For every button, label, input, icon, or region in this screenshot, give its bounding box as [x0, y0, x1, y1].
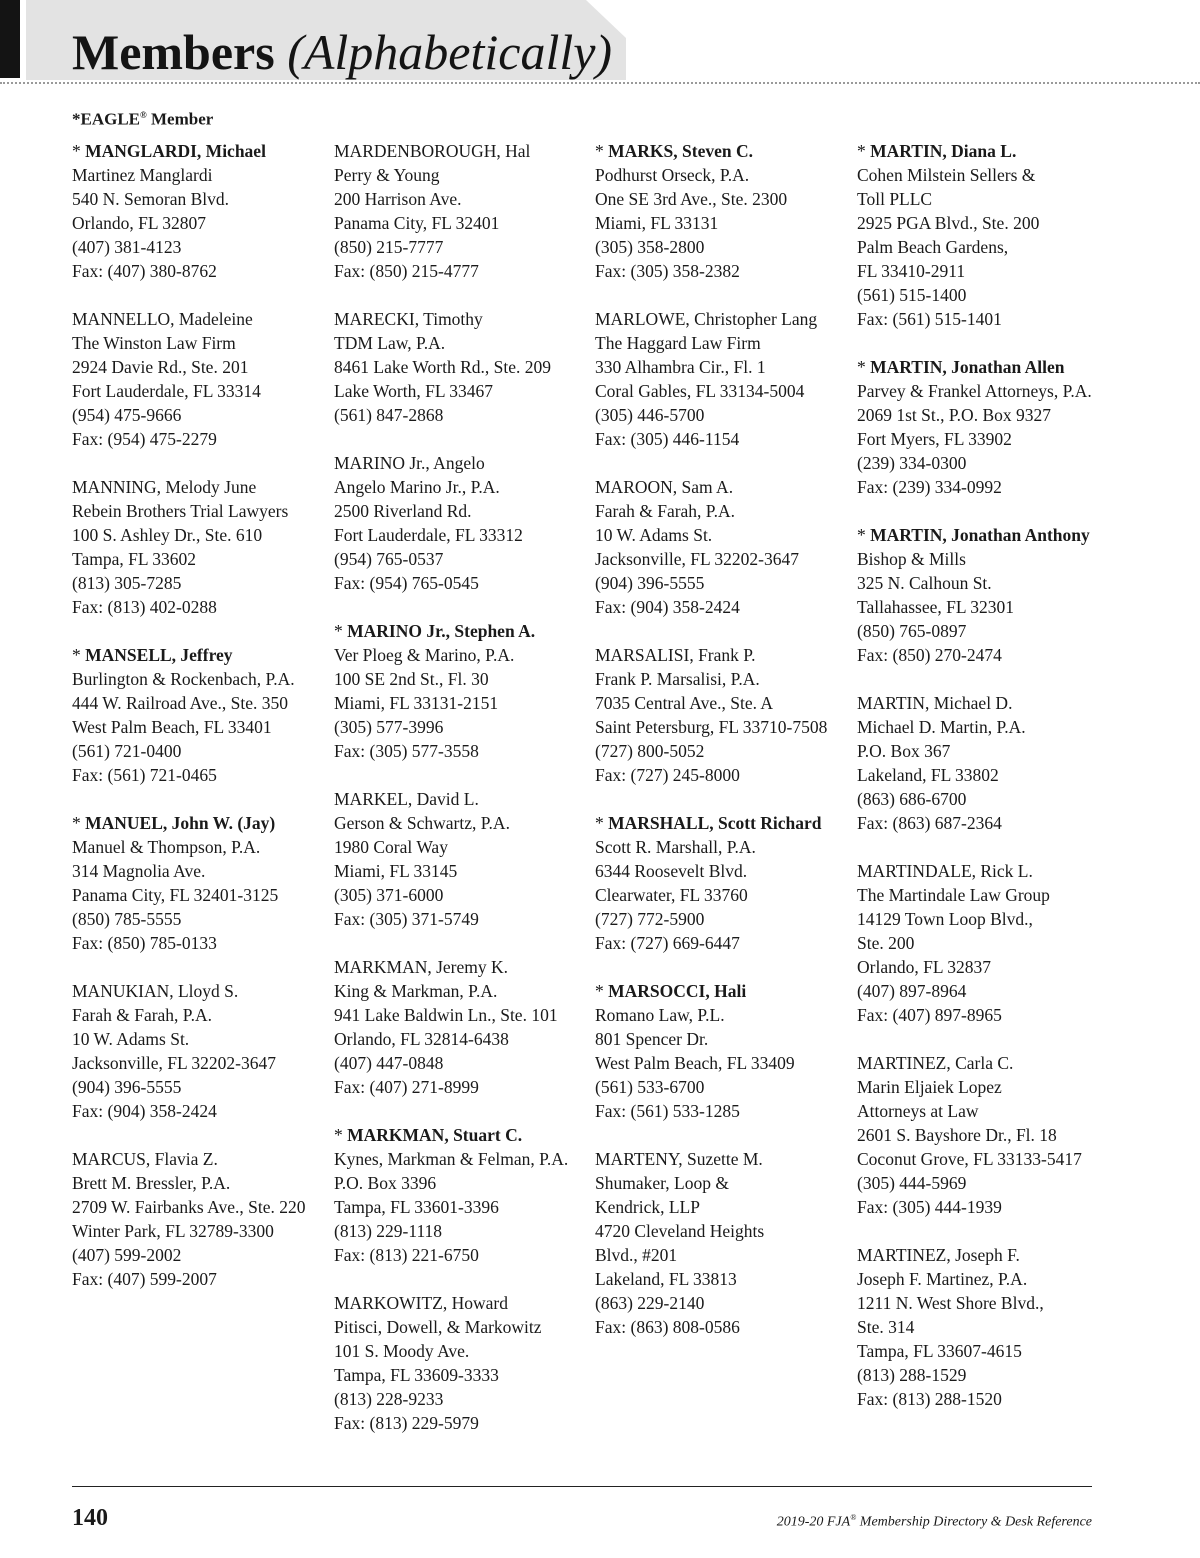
member-detail-line: (813) 288-1529	[857, 1365, 967, 1385]
member-name	[595, 139, 847, 163]
member-entry	[72, 475, 324, 619]
member-entry	[595, 979, 847, 1123]
member-detail-line: 100 S. Ashley Dr., Ste. 610	[72, 525, 263, 545]
member-detail-line: Panama City, FL 32401	[334, 213, 500, 233]
member-name	[595, 643, 847, 667]
member-detail-line: Fax: (850) 215-4777	[334, 261, 479, 281]
member-detail-line: Saint Petersburg, FL 33710-7508	[595, 717, 828, 737]
member-detail-line: 7035 Central Ave., Ste. A	[595, 693, 774, 713]
member-detail-line: Kendrick, LLP	[595, 1197, 700, 1217]
member-entry	[334, 139, 586, 283]
member-detail-line: Palm Beach Gardens,	[857, 237, 1009, 257]
member-detail-line: Frank P. Marsalisi, P.A.	[595, 669, 760, 689]
member-detail-line: (305) 444-5969	[857, 1173, 967, 1193]
member-detail-line: Romano Law, P.L.	[595, 1005, 725, 1025]
member-detail-line: Fax: (850) 270-2474	[857, 645, 1002, 665]
eagle-marker: *	[595, 141, 609, 161]
legend-suffix: Member	[146, 109, 214, 129]
member-detail-line: Orlando, FL 32837	[857, 957, 991, 977]
member-detail-line: 10 W. Adams St.	[72, 1029, 190, 1049]
member-entry	[595, 307, 847, 451]
member-name	[72, 643, 324, 667]
footer-divider	[72, 1486, 1092, 1487]
member-detail-line: Fax: (561) 515-1401	[857, 309, 1002, 329]
member-detail-line: P.O. Box 367	[857, 741, 951, 761]
member-detail-line: Jacksonville, FL 32202-3647	[595, 549, 799, 569]
member-entry	[72, 643, 324, 787]
legend-prefix: *EAGLE	[72, 109, 141, 129]
member-detail-line: Clearwater, FL 33760	[595, 885, 748, 905]
member-detail-line: Farah & Farah, P.A.	[72, 1005, 212, 1025]
member-name	[595, 1147, 847, 1171]
member-detail-line: (561) 515-1400	[857, 285, 967, 305]
member-detail-line: The Martindale Law Group	[857, 885, 1050, 905]
eagle-marker: *	[334, 1125, 348, 1145]
member-name-text: MARTINDALE, Rick L.	[857, 861, 1033, 881]
member-detail-line: Michael D. Martin, P.A.	[857, 717, 1026, 737]
member-detail-line: (407) 599-2002	[72, 1245, 182, 1265]
member-detail-line: Fax: (239) 334-0992	[857, 477, 1002, 497]
member-detail-line: Attorneys at Law	[857, 1101, 979, 1121]
member-name-text: MARTIN, Diana L.	[870, 141, 1017, 161]
member-detail-line: Fax: (954) 765-0545	[334, 573, 479, 593]
member-detail-line: Fort Myers, FL 33902	[857, 429, 1012, 449]
member-detail-line: Podhurst Orseck, P.A.	[595, 165, 750, 185]
member-name	[334, 307, 586, 331]
member-name	[595, 811, 847, 835]
member-detail-line: 2925 PGA Blvd., Ste. 200	[857, 213, 1040, 233]
member-entry	[72, 979, 324, 1123]
member-name-text: MARINO Jr., Stephen A.	[347, 621, 536, 641]
member-detail-line: Lakeland, FL 33813	[595, 1269, 737, 1289]
member-name	[72, 811, 324, 835]
member-name	[72, 475, 324, 499]
directory-column-1	[72, 139, 324, 1315]
member-detail-line: Fax: (407) 380-8762	[72, 261, 217, 281]
member-detail-line: Blvd., #201	[595, 1245, 678, 1265]
member-detail-line: West Palm Beach, FL 33409	[595, 1053, 795, 1073]
member-detail-line: Fax: (813) 229-5979	[334, 1413, 479, 1433]
member-detail-line: (407) 897-8964	[857, 981, 967, 1001]
member-entry	[595, 475, 847, 619]
member-name-text: MARINO Jr., Angelo	[334, 453, 485, 473]
member-entry	[857, 859, 1109, 1027]
member-detail-line: (407) 381-4123	[72, 237, 182, 257]
member-entry	[857, 691, 1109, 835]
member-name-text: MARTENY, Suzette M.	[595, 1149, 763, 1169]
member-name-text: MARTIN, Michael D.	[857, 693, 1013, 713]
eagle-marker: *	[334, 621, 348, 641]
member-detail-line: Rebein Brothers Trial Lawyers	[72, 501, 289, 521]
eagle-marker: *	[72, 813, 86, 833]
member-detail-line: Farah & Farah, P.A.	[595, 501, 735, 521]
member-detail-line: Orlando, FL 32807	[72, 213, 206, 233]
member-detail-line: Fax: (407) 897-8965	[857, 1005, 1002, 1025]
member-name-text: MARCUS, Flavia Z.	[72, 1149, 218, 1169]
member-detail-line: Fax: (954) 475-2279	[72, 429, 217, 449]
directory-column-3	[595, 139, 847, 1363]
member-detail-line: Fax: (561) 533-1285	[595, 1101, 740, 1121]
member-detail-line: Joseph F. Martinez, P.A.	[857, 1269, 1028, 1289]
directory-column-2	[334, 139, 586, 1459]
member-detail-line: 200 Harrison Ave.	[334, 189, 462, 209]
member-entry	[334, 787, 586, 931]
publication-footer	[777, 1508, 1092, 1533]
member-detail-line: Miami, FL 33131	[595, 213, 719, 233]
member-name-text: MARKMAN, Jeremy K.	[334, 957, 509, 977]
page-number: 140	[72, 1505, 108, 1531]
member-detail-line: 540 N. Semoran Blvd.	[72, 189, 230, 209]
header-black-tab	[0, 0, 20, 78]
member-detail-line: (813) 229-1118	[334, 1221, 443, 1241]
member-name	[334, 955, 586, 979]
member-detail-line: Tampa, FL 33602	[72, 549, 197, 569]
member-name-text: MARKOWITZ, Howard	[334, 1293, 508, 1313]
member-entry	[857, 355, 1109, 499]
member-name	[72, 139, 324, 163]
member-detail-line: Fax: (813) 221-6750	[334, 1245, 479, 1265]
member-name	[595, 307, 847, 331]
member-detail-line: 444 W. Railroad Ave., Ste. 350	[72, 693, 288, 713]
page-title-italic: (Alphabetically)	[287, 24, 613, 80]
member-detail-line: (407) 447-0848	[334, 1053, 444, 1073]
member-detail-line: (813) 305-7285	[72, 573, 182, 593]
eagle-marker: *	[857, 357, 871, 377]
member-detail-line: Shumaker, Loop &	[595, 1173, 729, 1193]
member-detail-line: Fax: (305) 446-1154	[595, 429, 740, 449]
member-detail-line: Fax: (727) 245-8000	[595, 765, 740, 785]
member-detail-line: 101 S. Moody Ave.	[334, 1341, 470, 1361]
member-name	[857, 523, 1109, 547]
member-detail-line: 2924 Davie Rd., Ste. 201	[72, 357, 249, 377]
member-detail-line: Fax: (305) 371-5749	[334, 909, 479, 929]
eagle-marker: *	[595, 813, 609, 833]
member-detail-line: The Winston Law Firm	[72, 333, 236, 353]
member-detail-line: Toll PLLC	[857, 189, 933, 209]
member-entry	[334, 1123, 586, 1267]
member-detail-line: Fax: (305) 444-1939	[857, 1197, 1002, 1217]
member-entry	[334, 955, 586, 1099]
member-detail-line: Ste. 200	[857, 933, 915, 953]
member-entry	[857, 139, 1109, 331]
member-detail-line: TDM Law, P.A.	[334, 333, 446, 353]
member-detail-line: Marin Eljaiek Lopez	[857, 1077, 1002, 1097]
member-detail-line: Fax: (305) 358-2382	[595, 261, 740, 281]
member-name	[334, 1123, 586, 1147]
member-name-text: MANGLARDI, Michael	[85, 141, 266, 161]
member-detail-line: (850) 765-0897	[857, 621, 967, 641]
eagle-member-legend	[72, 104, 213, 131]
member-detail-line: 2069 1st St., P.O. Box 9327	[857, 405, 1051, 425]
member-detail-line: 325 N. Calhoun St.	[857, 573, 992, 593]
publication-registered-mark: ®	[850, 1513, 857, 1522]
member-detail-line: (561) 533-6700	[595, 1077, 705, 1097]
member-entry	[334, 619, 586, 763]
member-detail-line: Scott R. Marshall, P.A.	[595, 837, 756, 857]
member-detail-line: Fax: (407) 271-8999	[334, 1077, 479, 1097]
member-entry	[72, 1147, 324, 1291]
member-name-text: MARKEL, David L.	[334, 789, 479, 809]
member-detail-line: (904) 396-5555	[595, 573, 705, 593]
member-detail-line: West Palm Beach, FL 33401	[72, 717, 272, 737]
legend-registered-mark: ®	[140, 110, 147, 120]
member-name-text: MARLOWE, Christopher Lang	[595, 309, 818, 329]
member-detail-line: Coral Gables, FL 33134-5004	[595, 381, 805, 401]
member-name	[334, 139, 586, 163]
member-detail-line: 314 Magnolia Ave.	[72, 861, 206, 881]
member-detail-line: (305) 577-3996	[334, 717, 444, 737]
member-entry	[595, 811, 847, 955]
member-name	[334, 619, 586, 643]
member-detail-line: Burlington & Rockenbach, P.A.	[72, 669, 295, 689]
member-name-text: MANNING, Melody June	[72, 477, 257, 497]
member-detail-line: (239) 334-0300	[857, 453, 967, 473]
member-name-text: MANUKIAN, Lloyd S.	[72, 981, 239, 1001]
member-entry	[334, 1291, 586, 1435]
eagle-marker: *	[72, 645, 86, 665]
member-name-text: MARKMAN, Stuart C.	[347, 1125, 523, 1145]
member-detail-line: (727) 800-5052	[595, 741, 705, 761]
member-detail-line: (904) 396-5555	[72, 1077, 182, 1097]
member-name	[72, 307, 324, 331]
member-name-text: MARTIN, Jonathan Anthony	[870, 525, 1090, 545]
member-name-text: MARDENBOROUGH, Hal	[334, 141, 531, 161]
member-detail-line: 941 Lake Baldwin Ln., Ste. 101	[334, 1005, 558, 1025]
eagle-marker: *	[857, 525, 871, 545]
member-detail-line: 2500 Riverland Rd.	[334, 501, 472, 521]
page-title-bold: Members	[72, 24, 275, 80]
member-detail-line: 4720 Cleveland Heights	[595, 1221, 765, 1241]
member-name	[857, 1051, 1109, 1075]
member-name-text: MARTINEZ, Carla C.	[857, 1053, 1014, 1073]
member-detail-line: Perry & Young	[334, 165, 440, 185]
member-detail-line: Martinez Manglardi	[72, 165, 213, 185]
member-name	[595, 979, 847, 1003]
member-detail-line: Fax: (904) 358-2424	[72, 1101, 217, 1121]
member-detail-line: Fax: (561) 721-0465	[72, 765, 217, 785]
member-name-text: MARTINEZ, Joseph F.	[857, 1245, 1020, 1265]
directory-column-4	[857, 139, 1109, 1435]
member-name-text: MARSOCCI, Hali	[608, 981, 747, 1001]
eagle-marker: *	[72, 141, 86, 161]
member-detail-line: Miami, FL 33131-2151	[334, 693, 499, 713]
page-title	[72, 22, 612, 82]
member-detail-line: Miami, FL 33145	[334, 861, 458, 881]
member-name-text: MAROON, Sam A.	[595, 477, 734, 497]
member-detail-line: King & Markman, P.A.	[334, 981, 498, 1001]
member-name	[857, 859, 1109, 883]
member-detail-line: Parvey & Frankel Attorneys, P.A.	[857, 381, 1092, 401]
member-detail-line: Tampa, FL 33601-3396	[334, 1197, 499, 1217]
member-name-text: MANSELL, Jeffrey	[85, 645, 233, 665]
member-detail-line: Cohen Milstein Sellers &	[857, 165, 1036, 185]
member-detail-line: One SE 3rd Ave., Ste. 2300	[595, 189, 788, 209]
member-entry	[857, 1051, 1109, 1219]
member-detail-line: 330 Alhambra Cir., Fl. 1	[595, 357, 766, 377]
member-detail-line: Lake Worth, FL 33467	[334, 381, 493, 401]
member-detail-line: Fax: (305) 577-3558	[334, 741, 479, 761]
member-detail-line: The Haggard Law Firm	[595, 333, 761, 353]
member-detail-line: 8461 Lake Worth Rd., Ste. 209	[334, 357, 551, 377]
member-name-text: MARECKI, Timothy	[334, 309, 483, 329]
member-detail-line: Pitisci, Dowell, & Markowitz	[334, 1317, 542, 1337]
member-detail-line: Tampa, FL 33607-4615	[857, 1341, 1022, 1361]
member-detail-line: Gerson & Schwartz, P.A.	[334, 813, 510, 833]
header-divider	[0, 82, 1200, 84]
member-detail-line: Kynes, Markman & Felman, P.A.	[334, 1149, 569, 1169]
member-name	[857, 355, 1109, 379]
member-entry	[72, 139, 324, 283]
member-detail-line: (305) 371-6000	[334, 885, 444, 905]
publication-title: 2019-20 FJA	[776, 1514, 851, 1530]
member-entry	[72, 307, 324, 451]
member-entry	[72, 811, 324, 955]
eagle-marker: *	[857, 141, 871, 161]
member-name	[857, 139, 1109, 163]
member-detail-line: Jacksonville, FL 32202-3647	[72, 1053, 276, 1073]
member-name	[334, 1291, 586, 1315]
member-detail-line: Fax: (863) 687-2364	[857, 813, 1002, 833]
member-name-text: MARSHALL, Scott Richard	[608, 813, 822, 833]
member-detail-line: Fort Lauderdale, FL 33312	[334, 525, 523, 545]
member-detail-line: (561) 721-0400	[72, 741, 182, 761]
member-detail-line: Fax: (904) 358-2424	[595, 597, 740, 617]
member-detail-line: (305) 358-2800	[595, 237, 705, 257]
member-detail-line: Fort Lauderdale, FL 33314	[72, 381, 261, 401]
member-entry	[857, 1243, 1109, 1411]
member-name-text: MANUEL, John W. (Jay)	[85, 813, 276, 833]
member-detail-line: (305) 446-5700	[595, 405, 705, 425]
member-entry	[857, 523, 1109, 667]
member-name-text: MARKS, Steven C.	[608, 141, 753, 161]
member-detail-line: (954) 765-0537	[334, 549, 444, 569]
member-detail-line: Fax: (813) 288-1520	[857, 1389, 1002, 1409]
member-entry	[334, 307, 586, 427]
member-detail-line: Brett M. Bressler, P.A.	[72, 1173, 231, 1193]
member-detail-line: (561) 847-2868	[334, 405, 444, 425]
member-name	[72, 979, 324, 1003]
member-detail-line: 14129 Town Loop Blvd.,	[857, 909, 1033, 929]
member-detail-line: Fax: (850) 785-0133	[72, 933, 217, 953]
member-name-text: MANNELLO, Madeleine	[72, 309, 253, 329]
member-detail-line: Ver Ploeg & Marino, P.A.	[334, 645, 515, 665]
member-name	[857, 1243, 1109, 1267]
member-detail-line: Angelo Marino Jr., P.A.	[334, 477, 500, 497]
member-detail-line: 1211 N. West Shore Blvd.,	[857, 1293, 1044, 1313]
member-detail-line: (850) 785-5555	[72, 909, 182, 929]
member-detail-line: Coconut Grove, FL 33133-5417	[857, 1149, 1082, 1169]
member-detail-line: Tampa, FL 33609-3333	[334, 1365, 499, 1385]
member-name	[72, 1147, 324, 1171]
member-detail-line: (850) 215-7777	[334, 237, 444, 257]
member-detail-line: 6344 Roosevelt Blvd.	[595, 861, 748, 881]
eagle-marker: *	[595, 981, 609, 1001]
member-detail-line: (813) 228-9233	[334, 1389, 444, 1409]
member-detail-line: FL 33410-2911	[857, 261, 966, 281]
member-detail-line: Fax: (863) 808-0586	[595, 1317, 740, 1337]
member-detail-line: (727) 772-5900	[595, 909, 705, 929]
member-detail-line: Orlando, FL 32814-6438	[334, 1029, 509, 1049]
member-detail-line: 801 Spencer Dr.	[595, 1029, 709, 1049]
member-detail-line: P.O. Box 3396	[334, 1173, 437, 1193]
member-detail-line: 2601 S. Bayshore Dr., Fl. 18	[857, 1125, 1057, 1145]
member-name-text: MARTIN, Jonathan Allen	[870, 357, 1065, 377]
member-detail-line: Manuel & Thompson, P.A.	[72, 837, 261, 857]
member-detail-line: (863) 686-6700	[857, 789, 967, 809]
member-name	[857, 691, 1109, 715]
member-name	[334, 451, 586, 475]
member-detail-line: 100 SE 2nd St., Fl. 30	[334, 669, 489, 689]
member-detail-line: Fax: (813) 402-0288	[72, 597, 217, 617]
member-detail-line: Winter Park, FL 32789-3300	[72, 1221, 274, 1241]
member-detail-line: 2709 W. Fairbanks Ave., Ste. 220	[72, 1197, 306, 1217]
member-detail-line: 1980 Coral Way	[334, 837, 448, 857]
member-entry	[595, 139, 847, 283]
member-detail-line: Tallahassee, FL 32301	[857, 597, 1015, 617]
member-entry	[595, 643, 847, 787]
member-detail-line: 10 W. Adams St.	[595, 525, 713, 545]
member-detail-line: Ste. 314	[857, 1317, 915, 1337]
publication-subtitle: Membership Directory & Desk Reference	[856, 1514, 1092, 1530]
member-name	[334, 787, 586, 811]
member-detail-line: Lakeland, FL 33802	[857, 765, 999, 785]
member-name-text: MARSALISI, Frank P.	[595, 645, 756, 665]
member-detail-line: Bishop & Mills	[857, 549, 966, 569]
member-detail-line: Fax: (407) 599-2007	[72, 1269, 217, 1289]
member-entry	[595, 1147, 847, 1339]
member-name	[595, 475, 847, 499]
member-detail-line: (954) 475-9666	[72, 405, 182, 425]
member-entry	[334, 451, 586, 595]
member-detail-line: (863) 229-2140	[595, 1293, 705, 1313]
member-detail-line: Fax: (727) 669-6447	[595, 933, 740, 953]
member-detail-line: Panama City, FL 32401-3125	[72, 885, 279, 905]
